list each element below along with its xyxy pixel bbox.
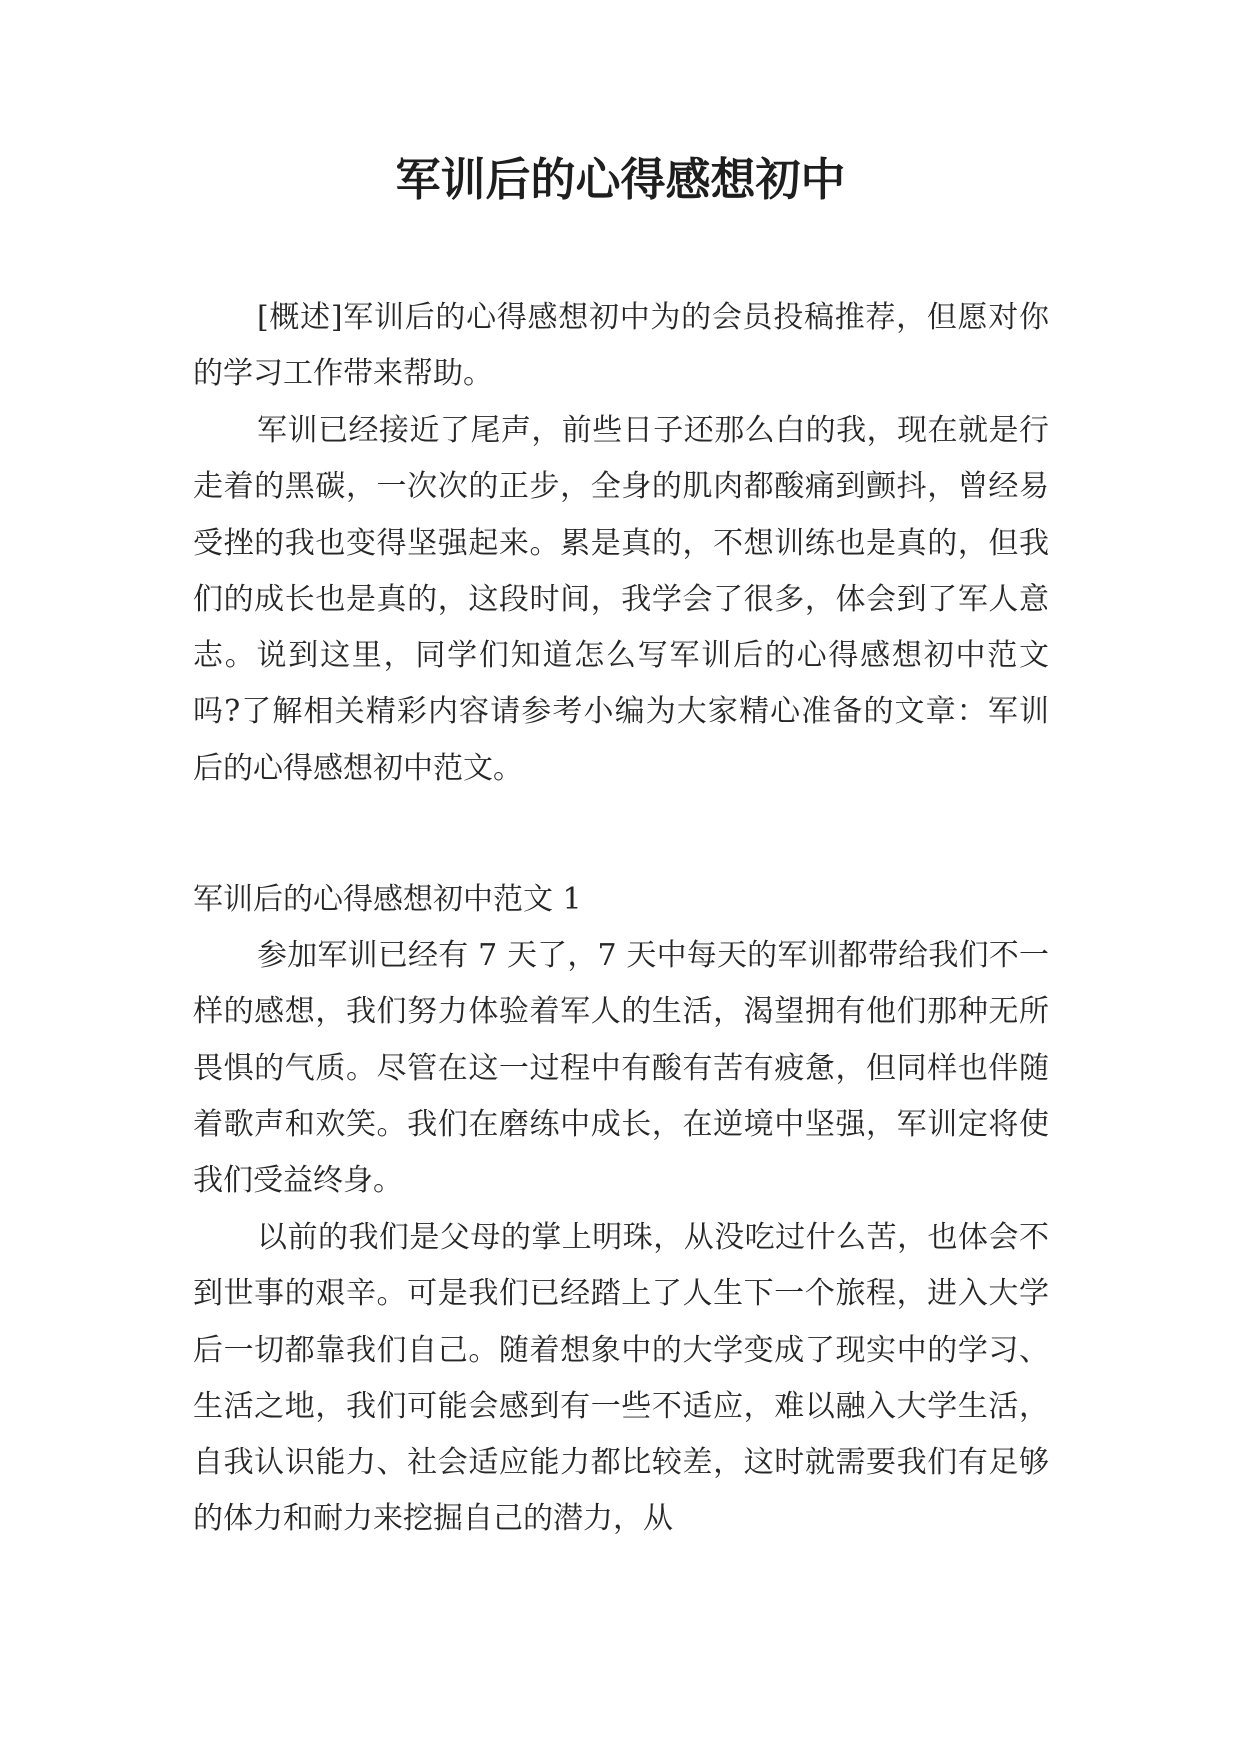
intro-paragraph: 军训已经接近了尾声，前些日子还那么白的我，现在就是行走着的黑碳，一次次的正步，全身的肌肉都酸痛到颤抖，曾经易受挫的我也变得坚强起来。累是真的，不想训练也是真的，但我们的成长也是真的，这段时间，我学会了很多，体会到了军人意志。说到这里，同学们知道怎么写军训后的心得感想初中范文吗?了解相关精彩内容请参考小编为大家精心准备的文章：军训后的心得感想初中范文。 <box>193 413 1049 786</box>
sample-paragraph-1: 参加军训已经有 7 天了，7 天中每天的军训都带给我们不一样的感想，我们努力体验着军人的生活，渴望拥有他们那种无所畏惧的气质。尽管在这一过程中有酸有苦有疲惫，但同样也伴随着歌声和欢笑。我们在磨练中成长，在逆境中坚强，军训定将使我们受益终身。 <box>193 938 1049 1199</box>
document-title: 军训后的心得感想初中 <box>395 153 846 206</box>
summary-paragraph: [概述]军训后的心得感想初中为的会员投稿推荐，但愿对你的学习工作带来帮助。 <box>193 300 1049 392</box>
section-heading: 军训后的心得感想初中范文 1 <box>193 882 582 917</box>
sample-paragraph-2: 以前的我们是父母的掌上明珠，从没吃过什么苦，也体会不到世事的艰辛。可是我们已经踏上了人生下一个旅程，进入大学后一切都靠我们自己。随着想象中的大学变成了现实中的学习、生活之地，我们可能会感到有一些不适应，难以融入大学生活，自我认识能力、社会适应能力都比较差，这时就需要我们有足够的体力和耐力来挖掘自己的潜力，从 <box>193 1220 1049 1537</box>
